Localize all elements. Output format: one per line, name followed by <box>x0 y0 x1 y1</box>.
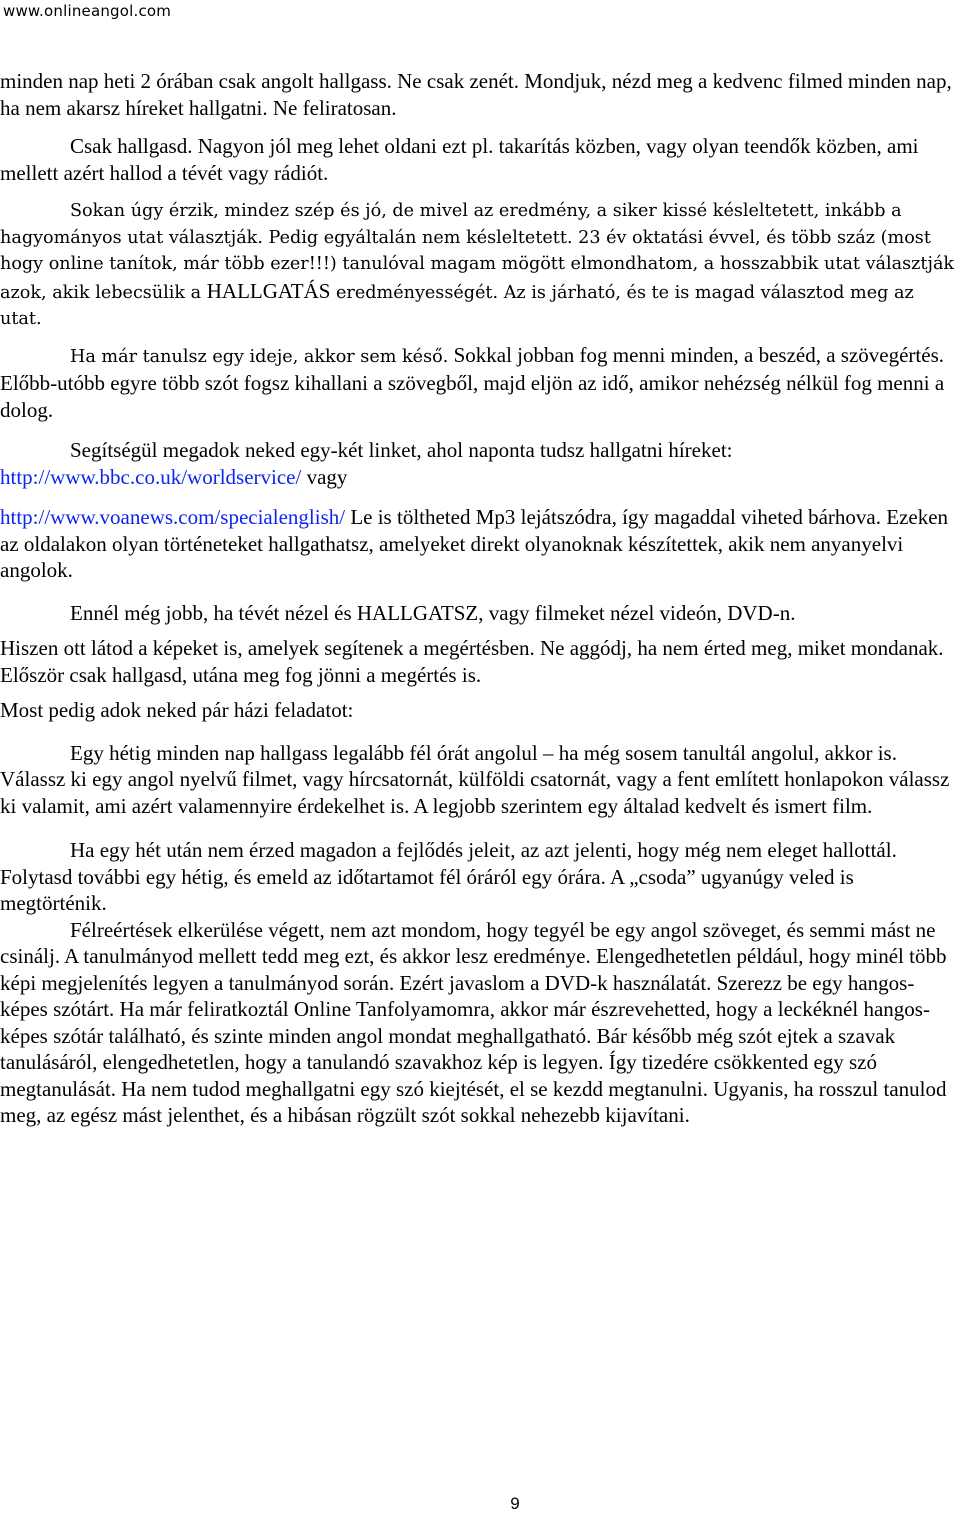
site-header-url: www.onlineangol.com <box>3 2 172 20</box>
paragraph-many-feel <box>0 198 960 333</box>
paragraph-tv-better: Ennél még jobb, ha tévét nézel és HALLGATSZ, vagy filmeket nézel videón, DVD-n. <box>70 600 796 625</box>
paragraph-misunderstandings: Félreértések elkerülése végett, nem azt mondom, hogy tegyél be egy angol szöveget, és semmi mást ne csinálj. A tanulmányod mellett tedd meg ezt, és akkor lesz eredménye. Elengedhetetlen például, hogy minél több képi megjelenítés legyen a tanulmányod során. Ezért javaslom a DVD-k használatát. Szerezz be egy hangos-képes szótárt. Ha már feliratkoztál Online Tanfolyamomra, akkor már észrevehetted, hogy a leckéknél hangos-képes szótár található, és szinte minden angol mondat meghallgatható. Bár később még szót ejtek a szavak tanulásáról, elengedhetetlen, hogy a tanulandó szavakhoz kép is legyen. Így tizedére csökkented egy szó megtanulását. Ha nem tudod meghallgatni egy szó kiejtését, el se kezdd megtanulni. Ugyanis, ha rosszul tanulod meg, az egész mást jelenthet, és a hibásan rögzült szót sokkal nehezebb kijavítani. <box>0 917 947 1127</box>
or-word: vagy <box>306 464 348 489</box>
not-too-late-sentence: Ha már tanulsz egy ideje, akkor sem késő. <box>70 346 449 367</box>
paragraph-better-speech: Sokkal jobban fog menni minden, a beszéd, a szövegértés. Előbb-utóbb egyre több szót fogsz kihallani a szövegből, majd eljön az idő, amikor nehézség nélkül fog menni a dolog. <box>0 342 945 422</box>
document-body <box>0 68 960 1129</box>
voanews-specialenglish-link[interactable]: http://www.voanews.com/specialenglish/ <box>0 505 346 529</box>
paragraph-mp3-text: Le is töltheted Mp3 lejátszódra, így magaddal viheted bárhova. Ezeken az oldalakon olyan történeteket hallgathatsz, amelyeket direkt olyanoknak készítettek, akik nem anyanyelvi angolok. <box>0 505 949 582</box>
paragraph-intro: minden nap heti 2 órában csak angolt hallgass. Ne csak zenét. Mondjuk, nézd meg a kedvenc filmed minden nap, ha nem akarsz híreket hallgatni. Ne feliratosan. <box>0 69 952 120</box>
paragraph-not-too-late <box>0 342 960 424</box>
listening-caps-word: HALLGATÁS <box>206 278 331 303</box>
page-number: 9 <box>510 1494 520 1513</box>
paragraph-after-week: Ha egy hét után nem érzed magadon a fejlődés jeleit, az azt jelenti, hogy még nem eleget hallottál. Folytasd további egy hétig, és emeld az időtartamot fél óráról egy órára. A „csoda” ugyanúgy veled is megtörténik. <box>0 838 897 915</box>
paragraph-links-intro: Segítségül megadok neked egy-két linket, ahol naponta tudsz hallgatni híreket: <box>70 438 733 462</box>
paragraph-homework-intro: Most pedig adok neked pár házi feladatot: <box>0 698 354 722</box>
paragraph-see-pictures: Hiszen ott látod a képeket is, amelyek segítenek a megértésben. Ne aggódj, ha nem érted meg, miket mondanak. Először csak hallgasd, utána meg fog jönni a megértés is. <box>0 636 944 687</box>
paragraph-many-feel-text: Sokan úgy érzik, mindez szép és jó, de mivel az eredmény, a siker kissé késleltetett, inkább a hagyományos utat választják. Pedig egyáltalán nem késleltetett. 23 év oktatási évvel, és több száz (most hogy online tanítok, már több ezer!!!) tanulóval magam mögött elmondhatom, a hosszabbik utat választják azok, akik lebecsülik a <box>0 201 955 303</box>
paragraph-voa-link <box>0 504 960 584</box>
paragraph-just-listen: Csak hallgasd. Nagyon jól meg lehet oldani ezt pl. takarítás közben, vagy olyan teendők közben, ami mellett azért hallod a tévét vagy rádiót. <box>0 134 919 185</box>
paragraph-homework-week: Egy hétig minden nap hallgass legalább fél órát angolul – ha még sosem tanultál angolul, akkor is. Válassz ki egy angol nyelvű filmet, vagy hírcsatornát, külföldi csatornát, vagy a fent említett honlapokon válassz ki valamit, ami azért valamennyire érdekelhet is. A legjobb szerintem egy általad kedvelt és ismert film. <box>0 740 950 818</box>
paragraph-many-feel-tail: eredményességét. Az is járható, és te is magad választod meg az utat. <box>0 282 914 329</box>
paragraph-bbc-link-line <box>0 464 960 491</box>
bbc-worldservice-link[interactable]: http://www.bbc.co.uk/worldservice/ <box>0 464 302 489</box>
